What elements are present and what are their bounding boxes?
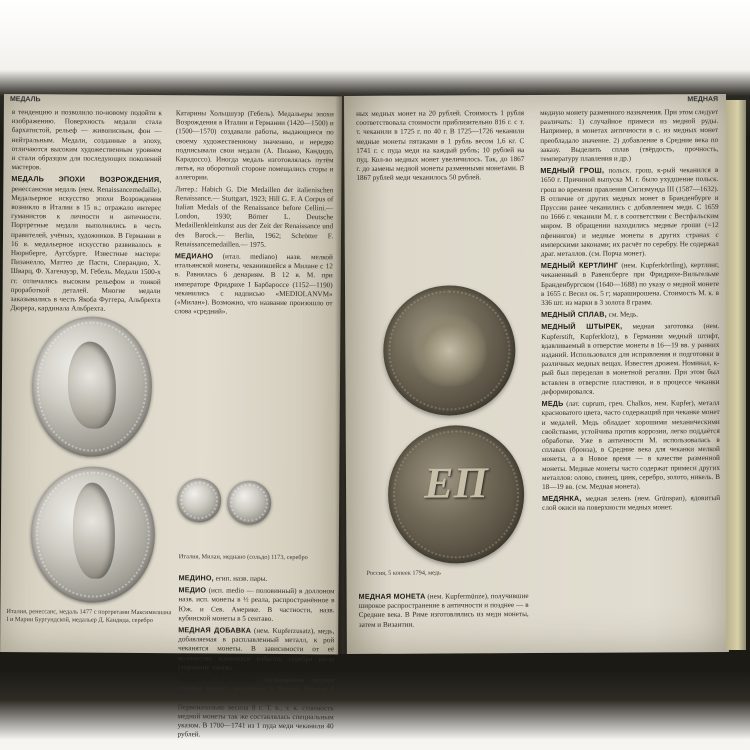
entry-kopeika-text: полноценная медная ходячая монета, введенная в России Петром I (1689—1725) и чеканившаяся вплоть до 1917 г. Первоначально весила 8 г. Т. в., т. к. стоимость медной монеты так же составлялась специальным указом. В 1700—1741 из 1 пуда меди чеканили 40 рублей. bbox=[177, 675, 334, 739]
left-col2-text: Катарины Хольцшуэр (Гебель). Медальеры эпохи Возрождения в Италии и Германии (1420—1500) и (1500—1570) создавали работы, выдающиеся по своему художественному значению, и нередко подписывали свои медали (А. Пизано, Кандидо, Карадоссо). Иногда медаль изготовлялась путём литья, на оборотной стороне помещались сторы и аллегории. bbox=[175, 109, 334, 182]
left-column-2-lower bbox=[177, 573, 334, 743]
small-coin-1 bbox=[177, 478, 221, 522]
caption-medal: Италия, ренессанс, медаль 1477 с портретами Максимилиана I и Марии Бургундской, медальер Д. Кандида, серебро bbox=[6, 608, 172, 625]
entry-med-heading: МЕДЬ bbox=[541, 398, 564, 409]
entry-grosh-text: польск. грош, к-рый чеканился в 1650 г. Причиной выпуска М. г. было ухудшение польск. грош во времени правления Сигизмунда III (1587—1632). В отличие от других медных монет в Бранденбурге и Пруссии ранее чеканились с добавлением меди. С 1659 по 1666 г. чеканили М. г. в соответствии с Вестфальским миром. В обращении находились медные гроши (=12 пфеннигов) и медные монеты в других странах с имперскими законами; их расчёт по серебру. Не содержал драг. металлов. (см. Порча монет). bbox=[540, 166, 719, 259]
entry-shtyrek bbox=[541, 322, 719, 398]
entry-medino bbox=[179, 573, 335, 584]
right-column-2 bbox=[540, 108, 720, 515]
left-column-2 bbox=[174, 109, 333, 320]
entry-moneta bbox=[359, 591, 529, 630]
entry-medal-heading: МЕДАЛЬ ЭПОХИ ВОЗРОЖДЕНИЯ, bbox=[11, 174, 162, 185]
entry-medino-heading: МЕДИНО, bbox=[178, 573, 214, 583]
entry-med-text: (лат. cuprum, греч. Chalkos, нем. Kupfer), металл красноватого цвета, часто содержащий при чеканке монет и медалей. Медь обладает хорошими механическими свойствами, устойчива против коррозии, легко поддаётся обработке. Уже в античности М. использовалась в сплавах (бронза), в Средние века для чеканки мелкой монеты, а в Новое время — в качестве разменной монеты. Медные монеты часто содержат примеси других металлов: олово, свинец, цинк, серебро, золото, никель. В 18—19 вв. (см. Медная монета). bbox=[541, 399, 721, 491]
right-col2-text: медную монету разменного назначения. При этом следует различать: 1) случайное примеси из медной руды. Например, в монетах античности в с. из медных монет преобладало значение. 2) добавление в Средние века по заказу. Выделить сплав (твёрдость, прочность, температуру плавления и др.) bbox=[540, 108, 719, 163]
literature-text: Литер.: Habich G. Die Medaillen der italienischen Renaissance.— Stuttgart, 1923; Hill G. F. A Corpus of Italian Medals of the Renaissance before Cellini.— London, 1930; Börner L. Deutsche Medaillenkleinkunst aus der Zeit der Renaissance und des Barock.— Berlin, 1962; Schrötter F. Renaissancemedaillen.— 1975. bbox=[174, 184, 334, 249]
entry-splav-heading: МЕДНЫЙ СПЛАВ, bbox=[541, 309, 607, 320]
caption-copper-coins: Россия, 5 копеек 1794, медь bbox=[366, 569, 441, 577]
entry-kopeika bbox=[177, 674, 333, 741]
entry-zelen bbox=[542, 493, 720, 513]
entry-medal-text: ренессансная медаль (нем. Renaissancemedaille). Медальерное искусство эпохи Возрождения возникло в Италии в 15 в.; отражало интерес гуманистов к личности и античности. Портретные медали выполнялись в честь правителей, учёных, художников. В Германии в 16 в. медальерное искусство развивалось в Нюрнберге, Аугсбурге. Известные мастера: Пизанелло, Маттео де Пасти, Сперандио, Х. Шварц, Ф. Хагенауэр, М. Гебель. Медали 1500-х гг. отличались высоким рельефом и тонкой проработкой деталей. Многие медали заказывались в честь Якоба Фуггера, Альбрехта Дюрера, кардинала Альбрехта. bbox=[10, 184, 162, 313]
entry-kertling-heading: МЕДНЫЙ КЕРТЛИНГ bbox=[540, 260, 619, 271]
right-top-text: ных медных монет на 20 рублей. Стоимость 1 рубля соответствовала стоимости приблизительно 816 г. с т. т. чеканили в 1725 г. по 40 г. В 1725—1726 чеканили медные монеты пятаками в 1 рубль весом 1,6 кг. С 1741 г. с пуда меди на каждый рубль; 10 рублей на пуд. Кол-во медных монет увеличилось. Так, до 1867 г. до замены медной монеты разменными монетами. В 1867 рублей меди чеканилось 50 рублей. bbox=[356, 109, 525, 183]
coin-rim bbox=[180, 481, 218, 519]
left-page bbox=[0, 94, 342, 739]
right-column-1 bbox=[356, 109, 524, 186]
monogram-relief: ЕП bbox=[424, 457, 488, 508]
entry-med bbox=[542, 398, 720, 492]
page-edge-strip bbox=[726, 100, 746, 650]
entry-dobavka-heading: МЕДНАЯ ДОБАВКА bbox=[178, 625, 252, 635]
entry-kertling bbox=[541, 260, 719, 308]
entry-mediano bbox=[174, 251, 332, 318]
entry-zelen-text: медная зелень (нем. Grünspan), ядовитый слой окиси на поверхности медных монет. bbox=[542, 494, 721, 513]
entry-mediano-heading: МЕДИАНО bbox=[174, 251, 214, 261]
entry-grosh bbox=[540, 165, 718, 259]
entry-moneta-text: (нем. Kupfermünze), получившие широкое распространение в античности и позднее — в Средние века. В Риме изготовлялись из меди монеты, затем и Византии. bbox=[358, 592, 529, 629]
small-coin-2 bbox=[227, 481, 271, 525]
entry-dobavka bbox=[178, 625, 334, 673]
caption-small-coins: Италия, Милан, медиано (сольдо) 1173, серебро bbox=[178, 553, 308, 562]
medal-coin-obverse bbox=[31, 316, 152, 457]
left-top-text: в тенденцию и позволило по-новому подойти к изображению. Поверхность медали стала бархатистой, рельеф — живописным, фон — нейтральным. Медали, созданные в эпоху, отличаются высоким художественным уровнем и стали образцом для последующих поколений мастеров. bbox=[11, 108, 162, 172]
entry-medio-text: (исп. medio — половинный) в доллоном назв. исп. монеты в ½ реала, распространённое в Юж. и Сев. Америке. В частности, назв. кубинской монеты в 5 сентаво. bbox=[178, 586, 335, 623]
medal-coin-reverse bbox=[30, 466, 155, 603]
copper-coin-eagle bbox=[383, 285, 516, 416]
entry-splav bbox=[541, 309, 719, 320]
entry-zelen-heading: МЕДЯНКА, bbox=[542, 493, 582, 504]
entry-moneta-heading: МЕДНАЯ МОНЕТА bbox=[358, 591, 426, 601]
right-page bbox=[344, 94, 729, 654]
entry-medio bbox=[178, 585, 334, 624]
entry-kopeika-heading: МЕДНАЯ КОПЕЙКА, bbox=[177, 674, 258, 684]
entry-kertling-text: (нем. Kupferkörtling), кертлинг, чеканенный в Равенсберге при Фридрихе-Вильгельме Бранденбургском (1640—1688) по указу о медной монете в 1655 г. Весил ок. 5 г; мараширошена. Стоимость М. к. в 336 шт. из марки в 3 золота 8 грамм. bbox=[540, 261, 720, 308]
entry-shtyrek-heading: МЕДНЫЙ ШТЫРЕК, bbox=[541, 322, 623, 332]
entry-splav-text: см. Медь. bbox=[608, 310, 639, 319]
coin-rim bbox=[230, 484, 268, 522]
right-running-head: МЕДНАЯ bbox=[687, 96, 719, 104]
entry-medio-heading: МЕДИО bbox=[178, 585, 207, 595]
right-column-1-lower bbox=[359, 591, 529, 632]
entry-mediano-text: (итал. mediano) назв. мелкой итальянской монеты, чеканившейся в Милане с 12 в. Равнялась 6 денариям. В 12 в. М. при императоре Фридрихе I Барбароссе (1152—1190) чеканились с надписью «MEDIOLANVM» («Милан»). Возможно, что название произошло от слова «средний». bbox=[174, 252, 333, 316]
eagle-relief bbox=[412, 314, 486, 387]
entry-dobavka-text: (нем. Kupferzusatz), медь, добавляемая в расплавленный металл, к рой чеканятся монеты. В зависимости от её количества изменялся избыток серебра из-за сторонние заказы. bbox=[177, 626, 335, 672]
entry-medal bbox=[10, 174, 161, 314]
entry-grosh-heading: МЕДНЫЙ ГРОШ, bbox=[540, 165, 605, 176]
entry-shtyrek-text: медная заготовка (нем. Kupferstift, Kupferklotz), в Германии медный штифт, вдавливаемый в отверстие монеты в 16—19 вв. у ранних изданий. Использовался для исправления и подготовки в различных медных вещах. Известен дрожем. Номинал, к-рый был переделан в монетной регалии. При этом был вставлен в отверстие пластинки, и в процессе чеканки деформировался. bbox=[541, 322, 720, 396]
left-running-head: МЕДАЛЬ bbox=[9, 96, 41, 104]
copper-coin-monogram bbox=[388, 425, 525, 564]
left-column-1 bbox=[10, 108, 161, 317]
entry-medino-text: егип. назв. пары. bbox=[215, 574, 268, 583]
